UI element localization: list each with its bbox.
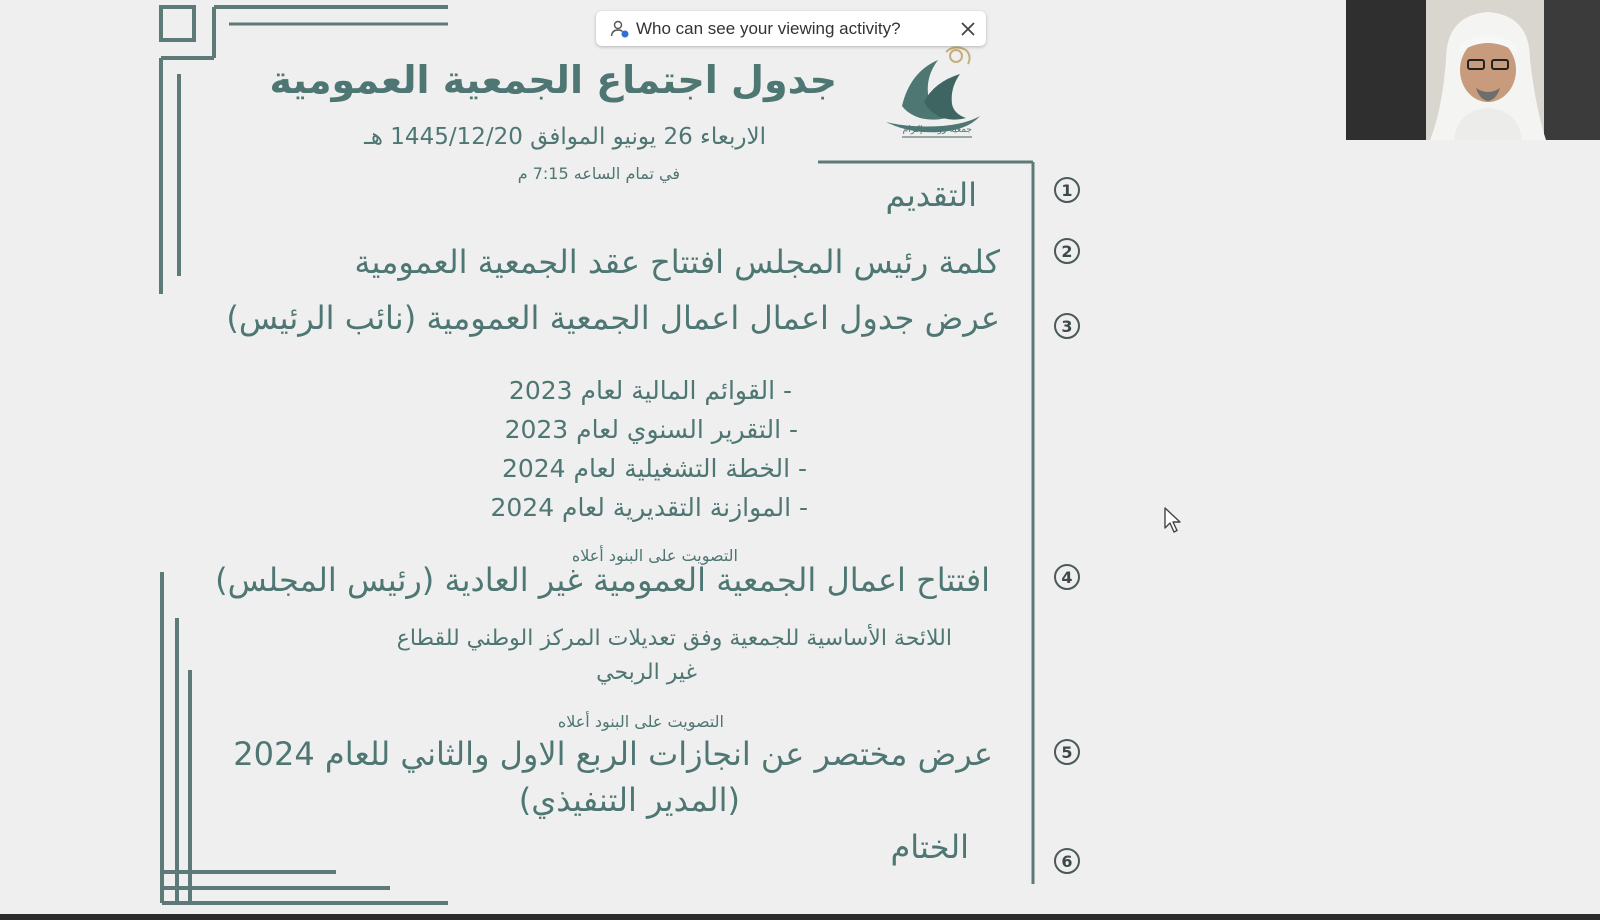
people-visibility-icon [610,19,630,39]
agenda-item-5-line1: عرض مختصر عن انجازات الربع الاول والثاني للعام 2024 [233,735,993,773]
sub-item-budget: - الموازنة التقديرية لعام 2024 [490,493,808,522]
vote-note-2: التصويت على البنود أعلاه [557,712,724,731]
agenda-number-2: 2 [1054,238,1080,264]
participant-video [1346,0,1600,140]
agenda-number-6: 6 [1054,848,1080,874]
mouse-cursor-icon [1163,506,1185,534]
agenda-item-5-line2: (المدير التنفيذي) [518,781,740,819]
agenda-number-1: 1 [1054,177,1080,203]
sub-item-annual-report: - التقرير السنوي لعام 2023 [504,415,798,444]
close-banner-button[interactable] [950,11,986,46]
close-icon [960,21,976,37]
page-title: جدول اجتماع الجمعية العمومية [269,58,837,102]
item4-detail-line1: اللائحة الأساسية للجمعية وفق تعديلات المركز الوطني للقطاع [396,626,952,651]
banner-text: Who can see your viewing activity? [636,18,901,38]
agenda-item-2: كلمة رئيس المجلس افتتاح عقد الجمعية العمومية [354,243,1000,281]
agenda-item-6: الختام [890,828,969,866]
agenda-item-4: افتتاح اعمال الجمعية العمومية غير العادية (رئيس المجلس) [215,561,990,599]
webcam-thumbnail[interactable] [1346,0,1600,140]
agenda-number-4: 4 [1054,564,1080,590]
item4-detail-line2: غير الربحي [596,660,697,685]
logo-text: جمعية روضة إكرام [902,125,972,135]
viewing-activity-banner[interactable] [596,11,986,46]
agenda-number-5: 5 [1054,739,1080,765]
sub-item-financial: - القوائم المالية لعام 2023 [508,376,792,405]
agenda-item-3: عرض جدول اعمال اعمال الجمعية العمومية (نائب الرئيس) [226,299,1000,337]
vote-note-1: التصويت على البنود أعلاه [571,546,738,565]
sub-item-operational-plan: - الخطة التشغيلية لعام 2024 [501,454,807,483]
date-line: الاربعاء 26 يونيو الموافق 1445/12/20 هـ [364,124,766,150]
agenda-number-3: 3 [1054,313,1080,339]
agenda-item-1: التقديم [885,176,977,214]
bottom-bar [0,914,1600,920]
time-line: في تمام الساعه 7:15 م [517,164,680,183]
